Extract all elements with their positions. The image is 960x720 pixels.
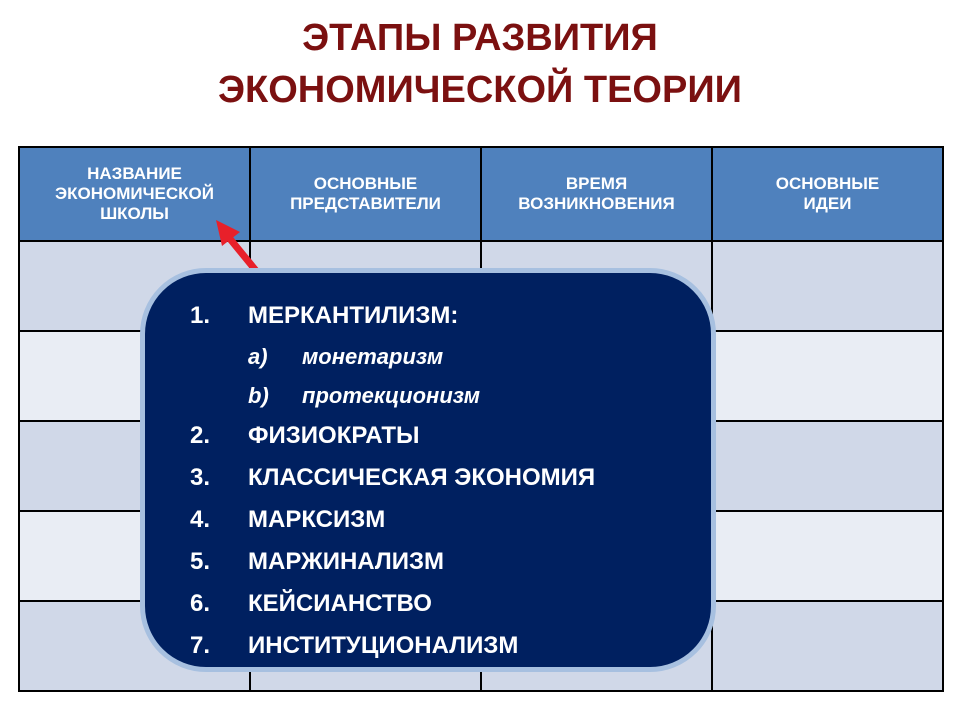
list-item-label: МАРЖИНАЛИЗМ [248,548,445,575]
table-cell [712,511,943,601]
list-subitem-marker: b) [248,383,269,408]
table-header-row [19,147,943,241]
slide-title-line-2: ЭКОНОМИЧЕСКОЙ ТЕОРИИ [218,69,742,111]
header-school-name: НАЗВАНИЕ ЭКОНОМИЧЕСКОЙ ШКОЛЫ [19,147,250,241]
list-item-number: 6. [190,590,211,617]
header-main-ideas: ОСНОВНЫЕ ИДЕИ [712,147,943,241]
list-item-label: МАРКСИЗМ [248,506,386,533]
list-item-number: 2. [190,422,211,449]
list-item-label: КЛАССИЧЕСКАЯ ЭКОНОМИЯ [248,464,596,491]
schools-list-panel [140,268,716,672]
table-cell [712,421,943,511]
header-origin-time: ВРЕМЯ ВОЗНИКНОВЕНИЯ [481,147,712,241]
list-item-number: 4. [190,506,211,533]
header-representatives: ОСНОВНЫЕ ПРЕДСТАВИТЕЛИ [250,147,481,241]
list-item-label: КЕЙСИАНСТВО [248,590,432,617]
list-item-label: МЕРКАНТИЛИЗМ: [248,302,459,329]
list-item-label: ФИЗИОКРАТЫ [248,422,420,449]
slide-title-line-1: ЭТАПЫ РАЗВИТИЯ [302,17,658,59]
list-subitem-label: протекционизм [302,383,480,408]
list-item-number: 5. [190,548,211,575]
list-item-number: 3. [190,464,211,491]
table-cell [712,331,943,421]
list-item-label: ИНСТИТУЦИОНАЛИЗМ [248,632,519,659]
list-item-number: 1. [190,302,211,329]
table-cell [712,601,943,691]
list-item-number: 7. [190,632,211,659]
slide-title [0,12,960,116]
table-cell [712,241,943,331]
list-subitem-marker: a) [248,344,268,369]
list-subitem-label: монетаризм [302,344,444,369]
